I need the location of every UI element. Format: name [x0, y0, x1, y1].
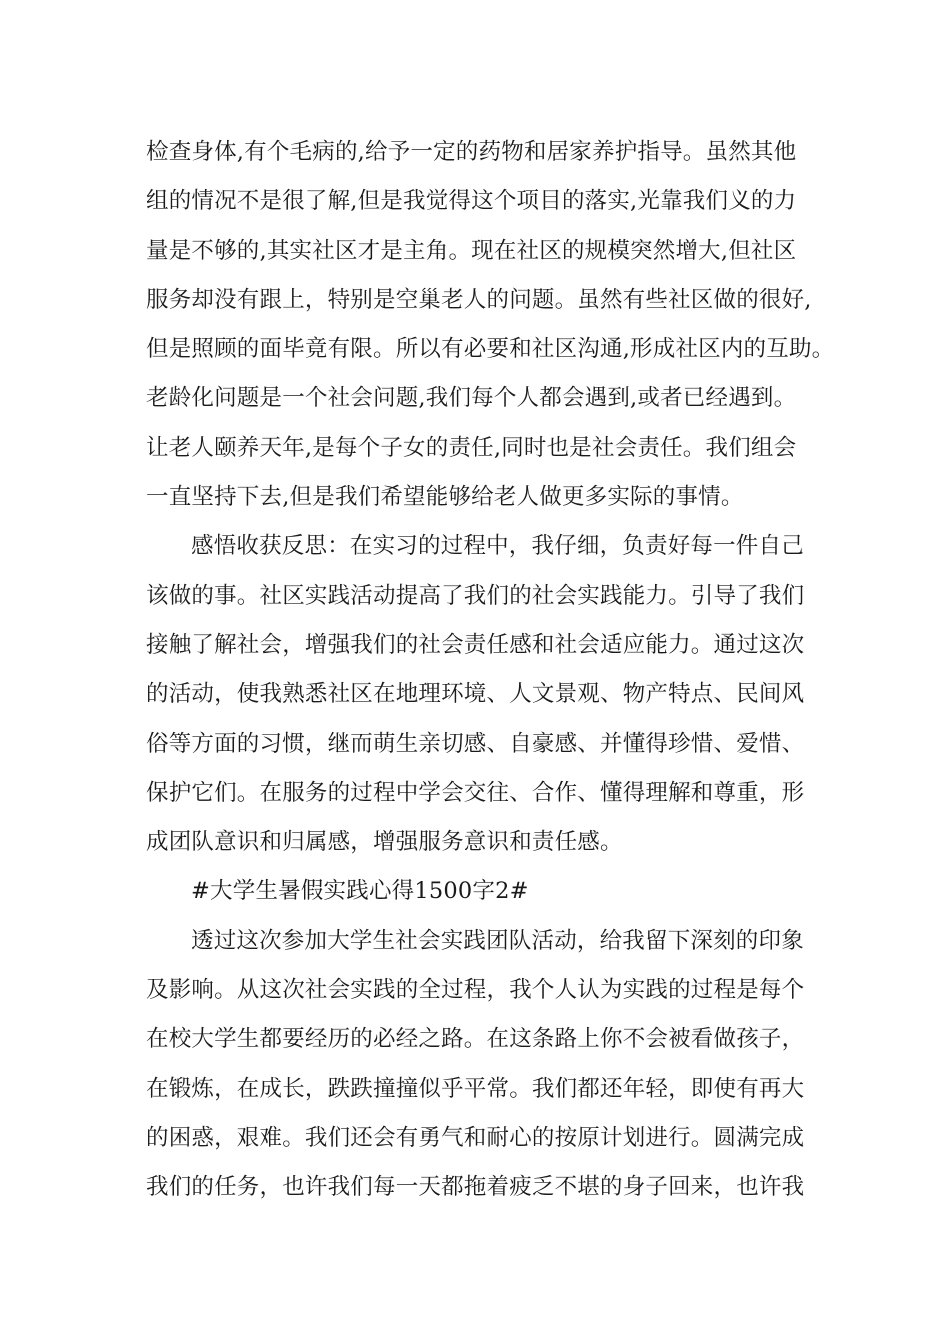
paragraph-3	[146, 917, 810, 1213]
document-body	[146, 128, 835, 1213]
text-line: 在锻炼，在成长，跌跌撞撞似乎平常。我们都还年轻，即使有再大	[146, 1075, 805, 1102]
text-line: 保护它们。在服务的过程中学会交往、合作、懂得理解和尊重，形	[146, 779, 805, 806]
text-line: 服务却没有跟上，特别是空巢老人的问题。虽然有些社区做的很好,	[146, 286, 812, 313]
text-line: 及影响。从这次社会实践的全过程，我个人认为实践的过程是每个	[146, 977, 805, 1004]
text-line: 在校大学生都要经历的必经之路。在这条路上你不会被看做孩子，	[146, 1026, 805, 1053]
text-line: 接触了解社会，增强我们的社会责任感和社会适应能力。通过这次	[146, 631, 805, 658]
text-line: 检查身体,有个毛病的,给予一定的药物和居家养护指导。虽然其他	[146, 139, 797, 165]
text-line: 一直坚持下去,但是我们希望能够给老人做更多实际的事情。	[146, 484, 744, 511]
text-line: 我们的任务，也许我们每一天都拖着疲乏不堪的身子回来，也许我	[146, 1174, 805, 1201]
text-line: 让老人颐养天年,是每个子女的责任,同时也是社会责任。我们组会	[146, 434, 797, 461]
text-line: 成团队意识和归属感，增强服务意识和责任感。	[146, 829, 623, 856]
text-line: 但是照顾的面毕竟有限。所以有必要和社区沟通,形成社区内的互助。	[146, 336, 835, 363]
paragraph-1	[146, 128, 835, 522]
text-line: 俗等方面的习惯，继而萌生亲切感、自豪感、并懂得珍惜、爱惜、	[146, 730, 805, 757]
text-line: 量是不够的,其实社区才是主角。现在社区的规模突然增大,但社区	[146, 237, 797, 264]
text-line: 透过这次参加大学生社会实践团队活动，给我留下深刻的印象	[191, 927, 804, 954]
paragraph-2	[146, 522, 810, 867]
text-line: 的困惑，艰难。我们还会有勇气和耐心的按原计划进行。圆满完成	[146, 1124, 805, 1151]
text-line: 组的情况不是很了解,但是我觉得这个项目的落实,光靠我们义的力	[146, 188, 797, 215]
text-line: 感悟收获反思：在实习的过程中，我仔细，负责好每一件自己	[191, 533, 804, 560]
text-line: 老龄化问题是一个社会问题,我们每个人都会遇到,或者已经遇到。	[146, 385, 797, 412]
text-line: 该做的事。社区实践活动提高了我们的社会实践能力。引导了我们	[146, 582, 805, 609]
text-line: 的活动，使我熟悉社区在地理环境、人文景观、物产特点、民间风	[146, 681, 805, 708]
section-heading: #大学生暑假实践心得1500字2#	[191, 878, 529, 905]
